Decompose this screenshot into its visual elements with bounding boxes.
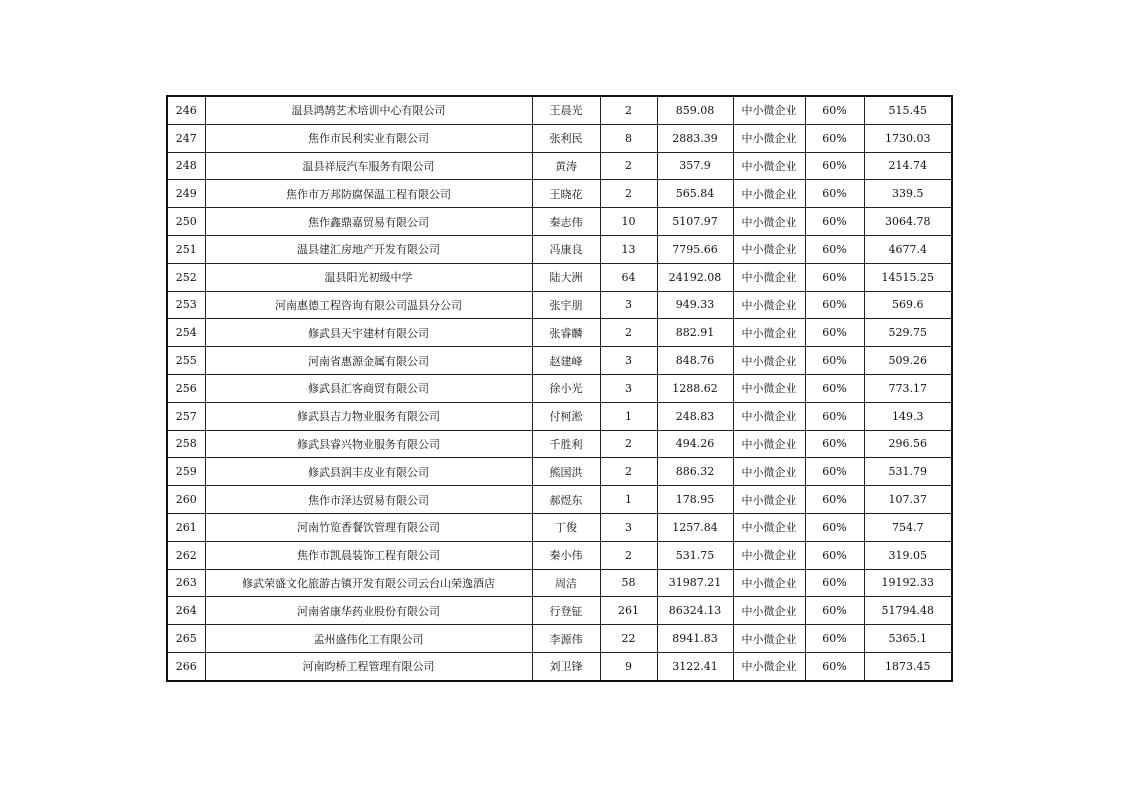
insured-count-cell: 1 [600, 486, 657, 514]
enterprise-type-cell: 中小微企业 [733, 402, 805, 430]
company-name-cell: 河南惠德工程咨询有限公司温县分公司 [205, 291, 532, 319]
refund-amount-cell: 5365.1 [864, 625, 952, 653]
company-name-cell: 焦作鑫鼎嘉贸易有限公司 [205, 208, 532, 236]
enterprise-type-cell: 中小微企业 [733, 486, 805, 514]
row-number-cell: 256 [167, 374, 205, 402]
company-name-cell: 修武荣盛文化旅游古镇开发有限公司云台山荣逸酒店 [205, 569, 532, 597]
insured-count-cell: 2 [600, 430, 657, 458]
insured-count-cell: 10 [600, 208, 657, 236]
refund-amount-cell: 19192.33 [864, 569, 952, 597]
contact-person-cell: 王晨光 [532, 96, 600, 124]
company-name-cell: 修武县吉力物业服务有限公司 [205, 402, 532, 430]
table-row [167, 124, 952, 152]
enterprise-type-cell: 中小微企业 [733, 152, 805, 180]
company-name-cell: 河南省康华药业股份有限公司 [205, 597, 532, 625]
enterprise-type-cell: 中小微企业 [733, 319, 805, 347]
row-number-cell: 249 [167, 180, 205, 208]
payment-amount-cell: 494.26 [657, 430, 733, 458]
table-row [167, 569, 952, 597]
company-name-cell: 温县建汇房地产开发有限公司 [205, 235, 532, 263]
row-number-cell: 253 [167, 291, 205, 319]
refund-amount-cell: 773.17 [864, 374, 952, 402]
table-body [167, 96, 952, 681]
row-number-cell: 247 [167, 124, 205, 152]
contact-person-cell: 周洁 [532, 569, 600, 597]
enterprise-type-cell: 中小微企业 [733, 374, 805, 402]
company-name-cell: 河南竹览香餐饮管理有限公司 [205, 513, 532, 541]
enterprise-type-cell: 中小微企业 [733, 208, 805, 236]
refund-amount-cell: 529.75 [864, 319, 952, 347]
table-row [167, 235, 952, 263]
row-number-cell: 265 [167, 625, 205, 653]
contact-person-cell: 王晓花 [532, 180, 600, 208]
enterprise-type-cell: 中小微企业 [733, 597, 805, 625]
refund-amount-cell: 509.26 [864, 347, 952, 375]
contact-person-cell: 丁俊 [532, 513, 600, 541]
refund-rate-cell: 60% [805, 374, 864, 402]
row-number-cell: 259 [167, 458, 205, 486]
row-number-cell: 264 [167, 597, 205, 625]
table-row [167, 263, 952, 291]
refund-amount-cell: 754.7 [864, 513, 952, 541]
row-number-cell: 261 [167, 513, 205, 541]
contact-person-cell: 秦小伟 [532, 541, 600, 569]
refund-amount-cell: 3064.78 [864, 208, 952, 236]
contact-person-cell: 张利民 [532, 124, 600, 152]
enterprise-type-cell: 中小微企业 [733, 291, 805, 319]
contact-person-cell: 赵建峰 [532, 347, 600, 375]
refund-rate-cell: 60% [805, 291, 864, 319]
enterprise-type-cell: 中小微企业 [733, 513, 805, 541]
contact-person-cell: 行登钲 [532, 597, 600, 625]
refund-rate-cell: 60% [805, 180, 864, 208]
insured-count-cell: 2 [600, 319, 657, 347]
contact-person-cell: 付柯淞 [532, 402, 600, 430]
payment-amount-cell: 882.91 [657, 319, 733, 347]
enterprise-type-cell: 中小微企业 [733, 652, 805, 680]
refund-rate-cell: 60% [805, 235, 864, 263]
payment-amount-cell: 1288.62 [657, 374, 733, 402]
table-row [167, 180, 952, 208]
contact-person-cell: 张宇朋 [532, 291, 600, 319]
insured-count-cell: 2 [600, 152, 657, 180]
row-number-cell: 255 [167, 347, 205, 375]
row-number-cell: 248 [167, 152, 205, 180]
refund-amount-cell: 531.79 [864, 458, 952, 486]
insured-count-cell: 261 [600, 597, 657, 625]
refund-rate-cell: 60% [805, 124, 864, 152]
contact-person-cell: 熊国洪 [532, 458, 600, 486]
refund-amount-cell: 515.45 [864, 96, 952, 124]
refund-rate-cell: 60% [805, 347, 864, 375]
table-row [167, 319, 952, 347]
payment-amount-cell: 949.33 [657, 291, 733, 319]
refund-rate-cell: 60% [805, 458, 864, 486]
refund-rate-cell: 60% [805, 569, 864, 597]
payment-amount-cell: 5107.97 [657, 208, 733, 236]
refund-rate-cell: 60% [805, 486, 864, 514]
insured-count-cell: 2 [600, 96, 657, 124]
refund-amount-cell: 4677.4 [864, 235, 952, 263]
payment-amount-cell: 859.08 [657, 96, 733, 124]
refund-rate-cell: 60% [805, 402, 864, 430]
payment-amount-cell: 2883.39 [657, 124, 733, 152]
enterprise-type-cell: 中小微企业 [733, 430, 805, 458]
refund-amount-cell: 51794.48 [864, 597, 952, 625]
payment-amount-cell: 8941.83 [657, 625, 733, 653]
refund-rate-cell: 60% [805, 541, 864, 569]
payment-amount-cell: 531.75 [657, 541, 733, 569]
insured-count-cell: 1 [600, 402, 657, 430]
contact-person-cell: 秦志伟 [532, 208, 600, 236]
payment-amount-cell: 31987.21 [657, 569, 733, 597]
table-row [167, 513, 952, 541]
payment-amount-cell: 357.9 [657, 152, 733, 180]
table-row [167, 486, 952, 514]
company-name-cell: 温县阳光初级中学 [205, 263, 532, 291]
contact-person-cell: 黄涛 [532, 152, 600, 180]
enterprise-type-cell: 中小微企业 [733, 625, 805, 653]
refund-rate-cell: 60% [805, 652, 864, 680]
payment-amount-cell: 886.32 [657, 458, 733, 486]
payment-amount-cell: 178.95 [657, 486, 733, 514]
refund-amount-cell: 14515.25 [864, 263, 952, 291]
refund-rate-cell: 60% [805, 96, 864, 124]
insured-count-cell: 3 [600, 291, 657, 319]
company-name-cell: 修武县天宇建材有限公司 [205, 319, 532, 347]
row-number-cell: 266 [167, 652, 205, 680]
enterprise-type-cell: 中小微企业 [733, 124, 805, 152]
company-name-cell: 焦作市民利实业有限公司 [205, 124, 532, 152]
refund-rate-cell: 60% [805, 430, 864, 458]
table-row [167, 430, 952, 458]
contact-person-cell: 张睿麟 [532, 319, 600, 347]
enterprise-type-cell: 中小微企业 [733, 541, 805, 569]
company-name-cell: 修武县汇客商贸有限公司 [205, 374, 532, 402]
enterprise-type-cell: 中小微企业 [733, 458, 805, 486]
table-row [167, 597, 952, 625]
insured-count-cell: 3 [600, 374, 657, 402]
payment-amount-cell: 248.83 [657, 402, 733, 430]
table-row [167, 291, 952, 319]
company-name-cell: 河南昀桥工程管理有限公司 [205, 652, 532, 680]
table-row [167, 96, 952, 124]
refund-rate-cell: 60% [805, 319, 864, 347]
row-number-cell: 257 [167, 402, 205, 430]
row-number-cell: 246 [167, 96, 205, 124]
company-name-cell: 孟州盛伟化工有限公司 [205, 625, 532, 653]
table-row [167, 458, 952, 486]
enterprise-type-cell: 中小微企业 [733, 569, 805, 597]
refund-amount-cell: 107.37 [864, 486, 952, 514]
refund-rate-cell: 60% [805, 152, 864, 180]
table-row [167, 402, 952, 430]
company-name-cell: 温县鸿鹄艺术培训中心有限公司 [205, 96, 532, 124]
insured-count-cell: 22 [600, 625, 657, 653]
table-row [167, 374, 952, 402]
refund-amount-cell: 569.6 [864, 291, 952, 319]
refund-rate-cell: 60% [805, 208, 864, 236]
refund-amount-cell: 319.05 [864, 541, 952, 569]
enterprise-type-cell: 中小微企业 [733, 263, 805, 291]
refund-amount-cell: 339.5 [864, 180, 952, 208]
contact-person-cell: 徐小光 [532, 374, 600, 402]
refund-rate-cell: 60% [805, 597, 864, 625]
insured-count-cell: 3 [600, 513, 657, 541]
payment-amount-cell: 848.76 [657, 347, 733, 375]
company-name-cell: 修武县润丰皮业有限公司 [205, 458, 532, 486]
refund-rate-cell: 60% [805, 625, 864, 653]
payment-amount-cell: 1257.84 [657, 513, 733, 541]
payment-amount-cell: 86324.13 [657, 597, 733, 625]
row-number-cell: 252 [167, 263, 205, 291]
refund-amount-cell: 214.74 [864, 152, 952, 180]
row-number-cell: 250 [167, 208, 205, 236]
row-number-cell: 263 [167, 569, 205, 597]
table-row [167, 208, 952, 236]
insured-count-cell: 2 [600, 541, 657, 569]
table-row [167, 541, 952, 569]
payment-amount-cell: 7795.66 [657, 235, 733, 263]
refund-amount-cell: 149.3 [864, 402, 952, 430]
insured-count-cell: 8 [600, 124, 657, 152]
contact-person-cell: 李源伟 [532, 625, 600, 653]
refund-rate-cell: 60% [805, 513, 864, 541]
enterprise-type-cell: 中小微企业 [733, 180, 805, 208]
insured-count-cell: 2 [600, 458, 657, 486]
row-number-cell: 258 [167, 430, 205, 458]
insured-count-cell: 2 [600, 180, 657, 208]
contact-person-cell: 刘卫锋 [532, 652, 600, 680]
company-name-cell: 焦作市泽达贸易有限公司 [205, 486, 532, 514]
insured-count-cell: 9 [600, 652, 657, 680]
subsidy-table [166, 95, 953, 682]
refund-rate-cell: 60% [805, 263, 864, 291]
row-number-cell: 262 [167, 541, 205, 569]
refund-amount-cell: 1730.03 [864, 124, 952, 152]
enterprise-type-cell: 中小微企业 [733, 347, 805, 375]
table-row [167, 347, 952, 375]
enterprise-type-cell: 中小微企业 [733, 235, 805, 263]
payment-amount-cell: 565.84 [657, 180, 733, 208]
contact-person-cell: 冯康良 [532, 235, 600, 263]
contact-person-cell: 千胜利 [532, 430, 600, 458]
contact-person-cell: 陆大洲 [532, 263, 600, 291]
table-row [167, 625, 952, 653]
row-number-cell: 260 [167, 486, 205, 514]
row-number-cell: 251 [167, 235, 205, 263]
refund-amount-cell: 1873.45 [864, 652, 952, 680]
insured-count-cell: 3 [600, 347, 657, 375]
table-row [167, 652, 952, 680]
company-name-cell: 焦作市凯晨装饰工程有限公司 [205, 541, 532, 569]
refund-amount-cell: 296.56 [864, 430, 952, 458]
insured-count-cell: 58 [600, 569, 657, 597]
company-name-cell: 河南省惠源金属有限公司 [205, 347, 532, 375]
contact-person-cell: 郝煜东 [532, 486, 600, 514]
row-number-cell: 254 [167, 319, 205, 347]
insured-count-cell: 64 [600, 263, 657, 291]
insured-count-cell: 13 [600, 235, 657, 263]
company-name-cell: 焦作市万邦防腐保温工程有限公司 [205, 180, 532, 208]
table-row [167, 152, 952, 180]
company-name-cell: 温县祥辰汽车服务有限公司 [205, 152, 532, 180]
payment-amount-cell: 3122.41 [657, 652, 733, 680]
enterprise-type-cell: 中小微企业 [733, 96, 805, 124]
payment-amount-cell: 24192.08 [657, 263, 733, 291]
company-name-cell: 修武县睿兴物业服务有限公司 [205, 430, 532, 458]
